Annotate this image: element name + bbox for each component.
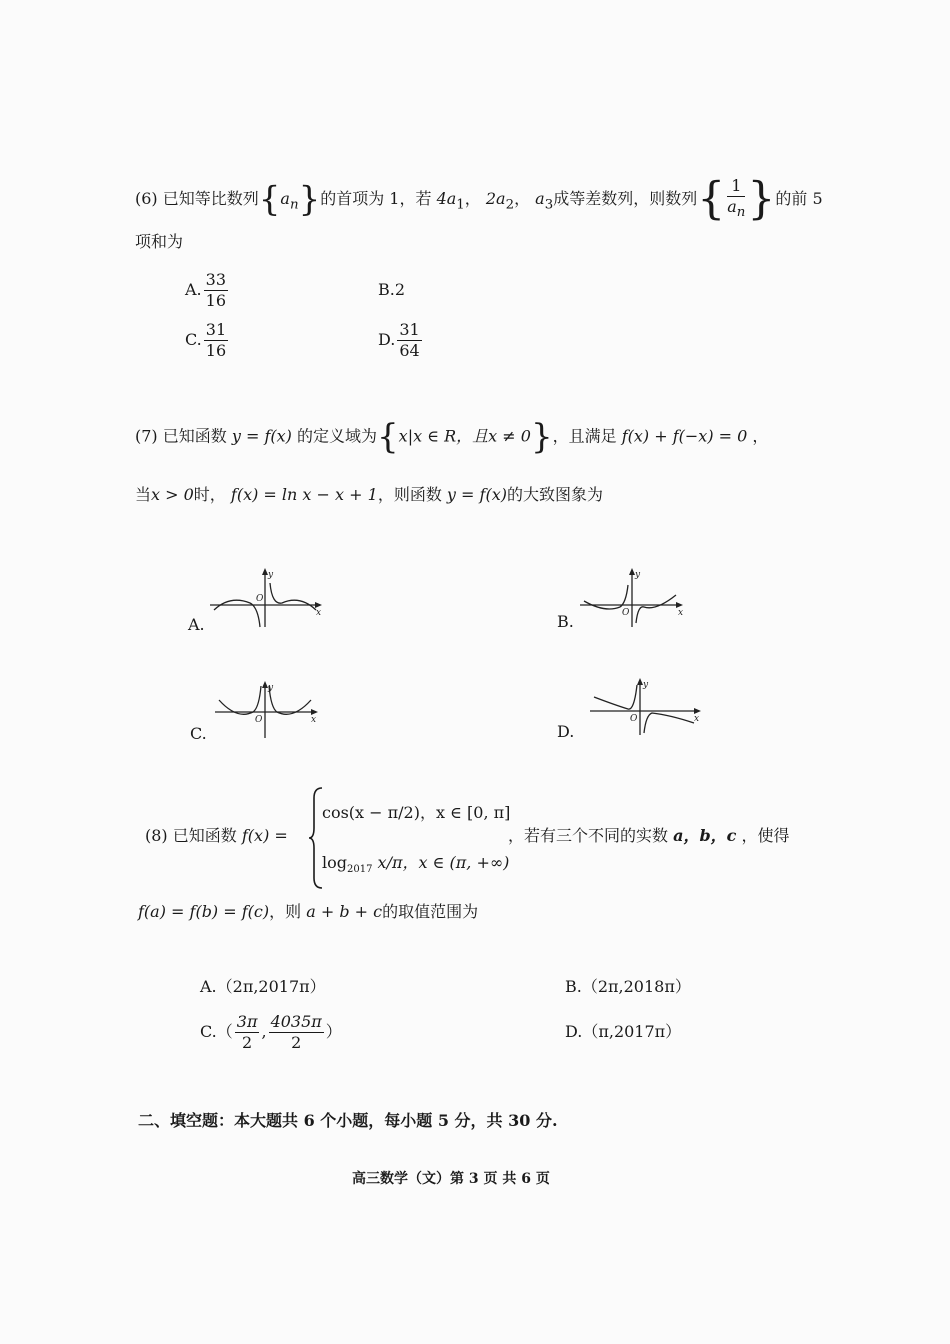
svg-text:x: x: [678, 608, 684, 618]
section-heading: 二、填空题：本大题共 6 个小题，每小题 5 分，共 30 分.: [138, 1111, 558, 1130]
q8-line2: f(a) = f(b) = f(c)，则 a + b + c的取值范围为: [138, 902, 479, 921]
q6-line1: (6) 已知等比数列$\{a_n\}$的首项为 1，若 $4a_1$， $2a_2$， $a_3$成等差数列，则数列{ $\frac{1}{a_n}$ }的前 5: [135, 173, 823, 225]
q7-graph-a: [210, 565, 330, 630]
svg-text:y: y: [268, 570, 274, 580]
q8-stem: (8) 已知函数 f(x) =: [145, 826, 288, 845]
q6-line2: 项和为: [135, 232, 184, 251]
q7-line2: 当x > 0时， f(x) = ln x − x + 1，则函数 y = f(x)的大致图象为: [135, 485, 603, 504]
svg-text:O: O: [630, 714, 638, 724]
q8-option-c: C.（ $\frac{3\pi}{2}$ , $\frac{4035\pi}{2}$ ）: [200, 1012, 342, 1052]
q8-case-2: $\log_{2017} x/\pi$，x ∈ (π, +∞): [322, 853, 510, 876]
q7-option-d-label: D.: [557, 722, 575, 741]
svg-text:y: y: [643, 680, 649, 690]
svg-text:x: x: [694, 714, 700, 724]
q7-option-a-label: A.: [188, 615, 205, 634]
q7-graph-b: [580, 565, 700, 630]
page-footer: 高三数学（文）第 3 页 共 6 页: [352, 1171, 550, 1187]
svg-text:y: y: [268, 683, 274, 693]
q6-option-a: A. $\frac{33}{16}$: [185, 270, 226, 310]
q6-option-c: C. $\frac{31}{16}$: [185, 320, 227, 360]
q8-option-b: B.（2π,2018π）: [565, 977, 691, 996]
svg-text:O: O: [256, 594, 264, 604]
q7-option-c-label: C.: [190, 724, 207, 743]
q8-option-d: D.（π,2017π）: [565, 1022, 682, 1041]
q7-line1: (7) 已知函数 y = f(x) 的定义域为{x|x ∈ R，且x ≠ 0}，且满足 f(x) + f(−x) = 0 ，: [135, 417, 769, 457]
svg-text:x: x: [311, 715, 317, 725]
q8-case-1: cos(x − π/2)，x ∈ [0, π]: [322, 803, 511, 822]
q7-graph-c: [215, 678, 325, 740]
q8-option-a: A.（2π,2017π）: [200, 977, 326, 996]
svg-text:O: O: [622, 608, 630, 618]
q6-option-d: D. $\frac{31}{64}$: [378, 320, 420, 360]
svg-text:y: y: [635, 570, 641, 580]
q6-fraction: $\frac{1}{a_n}$: [727, 176, 746, 221]
q7-option-b-label: B.: [557, 612, 574, 631]
svg-text:O: O: [255, 715, 263, 725]
q6-option-b: B.2: [378, 280, 406, 299]
q8-stem-cont: ，若有三个不同的实数 a，b，c ，使得: [508, 826, 790, 845]
q7-graph-d: [590, 675, 710, 737]
svg-text:x: x: [316, 608, 322, 618]
